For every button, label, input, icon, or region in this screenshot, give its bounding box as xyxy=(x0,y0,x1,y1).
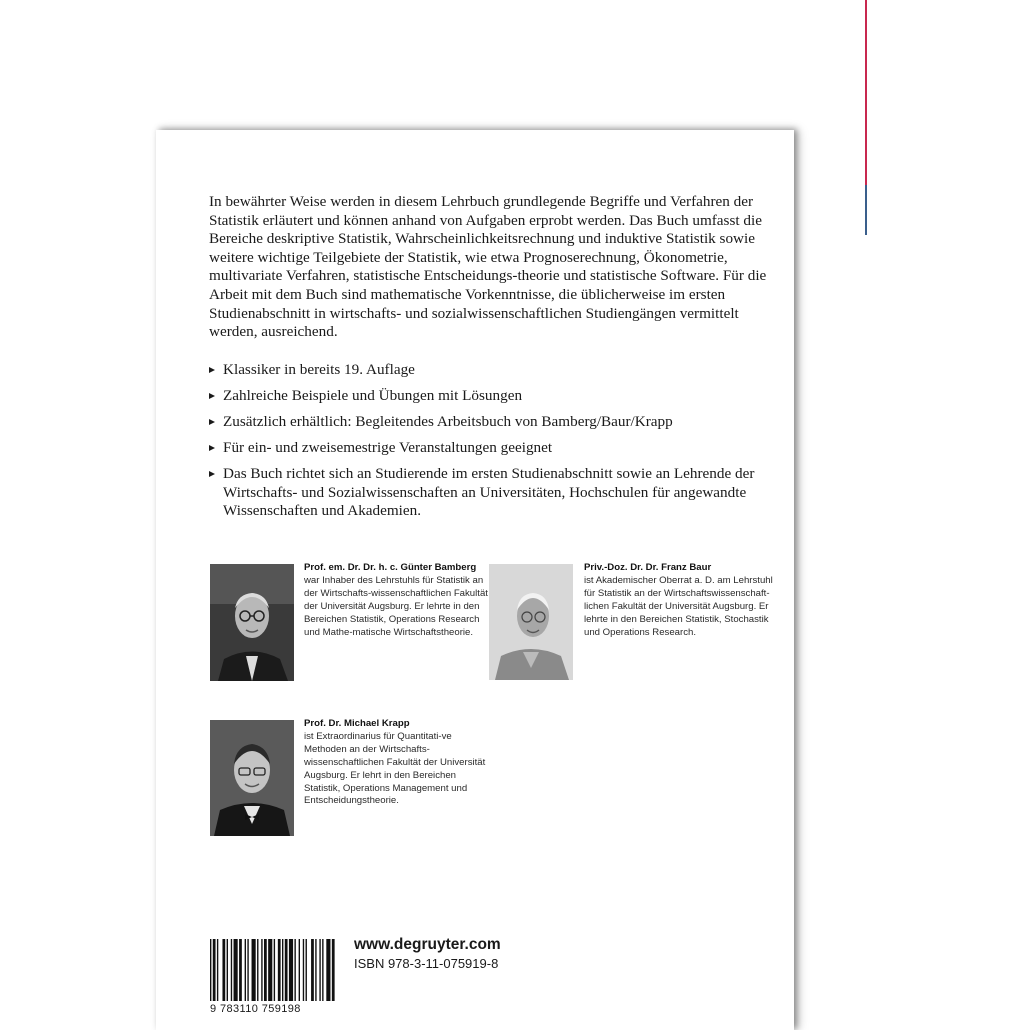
author-description: war Inhaber des Lehrstuhls für Statistik an der Wirtschafts-wissenschaftlichen Fakultät der Universität Augsburg. Er lehrte in den Bereichen Statistik, Operations Research und Mathe-matische Wirtschaftstheorie. xyxy=(304,574,488,638)
isbn-barcode xyxy=(210,939,336,1001)
barcode-bar xyxy=(315,939,316,1001)
bullet-triangle-icon xyxy=(209,445,215,451)
author-name: Prof. em. Dr. Dr. h. c. Günter Bamberg xyxy=(304,562,477,573)
barcode-bar xyxy=(289,939,293,1001)
barcode-bar xyxy=(217,939,218,1001)
author-bio xyxy=(304,718,494,808)
feature-item: Zusätzlich erhältlich: Begleitendes Arbeitsbuch von Bamberg/Baur/Krapp xyxy=(209,413,769,432)
barcode-bar xyxy=(332,939,335,1001)
barcode-bar xyxy=(252,939,256,1001)
barcode-bar xyxy=(278,939,281,1001)
author-name: Priv.-Doz. Dr. Dr. Franz Baur xyxy=(584,562,712,573)
publisher-url: www.degruyter.com xyxy=(354,936,501,953)
feature-item: Zahlreiche Beispiele und Übungen mit Lösungen xyxy=(209,387,769,406)
isbn-number: ISBN 978-3-11-075919-8 xyxy=(354,956,499,971)
feature-item: Für ein- und zweisemestrige Veranstaltungen geeignet xyxy=(209,439,769,458)
barcode-bar xyxy=(306,939,307,1001)
author-description: ist Akademischer Oberrat a. D. am Lehrstuhl für Statistik an der Wirtschaftswissenschaft-lichen Fakultät der Universität Augsburg. Er lehrte in den Bereichen Statistik, Stochastik und Operations Research. xyxy=(584,574,773,638)
barcode-bar xyxy=(247,939,248,1001)
barcode-bar xyxy=(299,939,300,1001)
book-description: In bewährter Weise werden in diesem Lehrbuch grundlegende Begriffe und Verfahren der Statistik erläutert und können anhand von Aufgaben erprobt werden. Das Buch umfasst die Bereiche deskriptive Statistik, Wahrscheinlichkeitsrechnung und induktive Statistik sowie weitere wichtige Teilgebiete der Statistik, wie etwa Prognoserechnung, Ökonometrie, multivariate Verfahren, statistische Entscheidungs-theorie und statistische Software. Für die Arbeit mit dem Buch sind mathematische Vorkenntnisse, die üblicherweise im ersten Studienabschnitt in wirtschafts- und sozialwissenschaftlichen Studiengängen vermittelt werden, ausreichend. xyxy=(209,193,767,341)
bullet-triangle-icon xyxy=(209,419,215,425)
barcode-bar xyxy=(311,939,314,1001)
barcode-bar xyxy=(213,939,216,1001)
barcode-bar xyxy=(261,939,262,1001)
accent-stripe-red xyxy=(865,0,867,185)
author-name: Prof. Dr. Michael Krapp xyxy=(304,718,410,729)
feature-item: Das Buch richtet sich an Studierende im ersten Studienabschnitt sowie an Lehrende der Wirtschafts- und Sozialwissenschaften an Universitäten, Hochschulen für angewandte Wissenschaften und Akademien. xyxy=(209,465,769,521)
barcode-bar xyxy=(268,939,272,1001)
barcode-bar xyxy=(319,939,320,1001)
barcode-bar xyxy=(257,939,258,1001)
barcode-bar xyxy=(239,939,242,1001)
author-photo xyxy=(210,564,294,681)
author-photo xyxy=(489,564,573,680)
barcode-bar xyxy=(294,939,295,1001)
barcode-bar xyxy=(234,939,238,1001)
barcode-digits: 9 783110 759198 xyxy=(210,1003,301,1015)
author-bio xyxy=(304,562,494,639)
author-description: ist Extraordinarius für Quantitati-ve Methoden an der Wirtschafts-wissenschaftlichen Fakultät der Universität Augsburg. Er lehrt in den Bereichen Statistik, Operations Management und Entscheidungstheorie. xyxy=(304,730,486,807)
feature-list xyxy=(209,361,769,528)
feature-item: Klassiker in bereits 19. Auflage xyxy=(209,361,769,380)
barcode-bar xyxy=(231,939,232,1001)
barcode-bar xyxy=(285,939,288,1001)
back-cover-page xyxy=(156,130,794,1030)
barcode-bar xyxy=(227,939,228,1001)
barcode-bar xyxy=(282,939,283,1001)
accent-stripe-blue xyxy=(865,185,867,235)
barcode-bar xyxy=(245,939,246,1001)
author-photo xyxy=(210,720,294,836)
bullet-triangle-icon xyxy=(209,393,215,399)
barcode-bar xyxy=(264,939,267,1001)
barcode-bar xyxy=(303,939,304,1001)
bullet-triangle-icon xyxy=(209,471,215,477)
author-bio xyxy=(584,562,774,639)
bullet-triangle-icon xyxy=(209,367,215,373)
barcode-bar xyxy=(210,939,211,1001)
barcode-bar xyxy=(322,939,323,1001)
barcode-bar xyxy=(222,939,225,1001)
cover-accent-stripe xyxy=(865,0,867,235)
barcode-bar xyxy=(274,939,275,1001)
barcode-bar xyxy=(326,939,330,1001)
